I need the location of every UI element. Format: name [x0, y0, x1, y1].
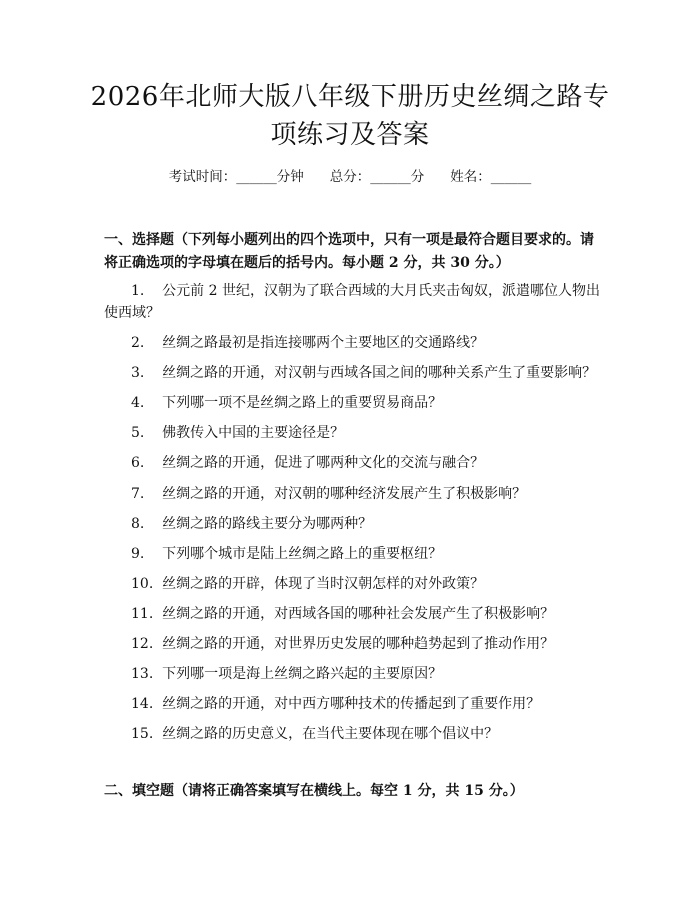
name-blank: ______: [490, 169, 532, 185]
question-item: [104, 543, 604, 565]
question-number: 1.: [131, 283, 145, 299]
question-item: [104, 483, 604, 505]
question-text: 佛教传入中国的主要途径是？: [162, 425, 345, 442]
question-text: 公元前 2 世纪，汉朝为了联合西域的大月氏夹击匈奴，派遣哪位人物出使西域？: [104, 283, 600, 321]
question-text: 丝绸之路的路线主要分为哪两种？: [162, 515, 373, 532]
question-text: 丝绸之路的开通，对汉朝的哪种经济发展产生了积极影响？: [162, 485, 527, 502]
question-number: 3.: [131, 365, 145, 382]
document-title: 2026年北师大版八年级下册历史丝绸之路专项练习及答案: [90, 82, 610, 150]
question-number: 11.: [131, 605, 154, 622]
section-heading-multiple-choice: 一、选择题（下列每小题列出的四个选项中，只有一项是最符合题目要求的。请将正确选项的字母填在题后的括号内。每小题 2 分，共 30 分。）: [104, 232, 594, 271]
question-number: 13.: [131, 666, 154, 683]
question-number: 8.: [131, 515, 145, 532]
question-list: [104, 280, 604, 745]
question-item: [104, 723, 604, 745]
question-text: 下列哪一项不是丝绸之路上的重要贸易商品？: [162, 395, 443, 412]
score-label: 总分：: [329, 169, 371, 185]
question-item: [104, 392, 604, 414]
question-item: [104, 513, 604, 535]
question-item: [104, 633, 604, 655]
question-text: 丝绸之路的开通，促进了哪两种文化的交流与融合？: [162, 455, 485, 472]
question-item: [104, 603, 604, 625]
question-text: 丝绸之路的开通，对西域各国的哪种社会发展产生了积极影响？: [162, 605, 555, 622]
question-item: [104, 573, 604, 595]
question-number: 5.: [131, 425, 145, 442]
question-text: 丝绸之路的历史意义，在当代主要体现在哪个倡议中？: [162, 726, 499, 743]
score-unit: 分: [410, 169, 425, 185]
question-text: 丝绸之路的开通，对中西方哪种技术的传播起到了重要作用？: [162, 696, 541, 713]
question-item: [104, 280, 604, 324]
question-number: 2.: [131, 335, 145, 352]
question-number: 7.: [131, 485, 145, 502]
question-text: 下列哪一项是海上丝绸之路兴起的主要原因？: [162, 666, 443, 683]
score-blank: ______: [370, 169, 411, 185]
question-text: 丝绸之路最初是指连接哪两个主要地区的交通路线？: [162, 335, 485, 352]
question-number: 10.: [131, 575, 154, 592]
question-item: [104, 693, 604, 715]
question-item: [104, 663, 604, 685]
question-item: [104, 362, 604, 384]
question-item: [104, 332, 604, 354]
question-number: 14.: [131, 696, 154, 713]
question-number: 6.: [131, 455, 145, 472]
time-blank: ______: [236, 169, 277, 185]
question-text: 丝绸之路的开辟，体现了当时汉朝怎样的对外政策？: [162, 575, 485, 592]
question-item: [104, 452, 604, 474]
question-number: 4.: [131, 395, 145, 412]
section-heading-fill-in-blank: 二、填空题（请将正确答案填写在横线上。每空 1 分，共 15 分。）: [104, 783, 524, 799]
question-text: 丝绸之路的开通，对汉朝与西域各国之间的哪种关系产生了重要影响？: [162, 365, 597, 382]
time-unit: 分钟: [276, 169, 304, 185]
question-number: 15.: [131, 726, 154, 743]
time-label: 考试时间：: [168, 169, 237, 185]
question-item: [104, 422, 604, 444]
question-number: 9.: [131, 545, 145, 562]
question-text: 丝绸之路的开通，对世界历史发展的哪种趋势起到了推动作用？: [162, 636, 555, 653]
question-number: 12.: [131, 636, 154, 653]
name-label: 姓名：: [450, 169, 491, 185]
question-text: 下列哪个城市是陆上丝绸之路上的重要枢纽？: [162, 545, 443, 562]
exam-info-line: [0, 167, 700, 187]
